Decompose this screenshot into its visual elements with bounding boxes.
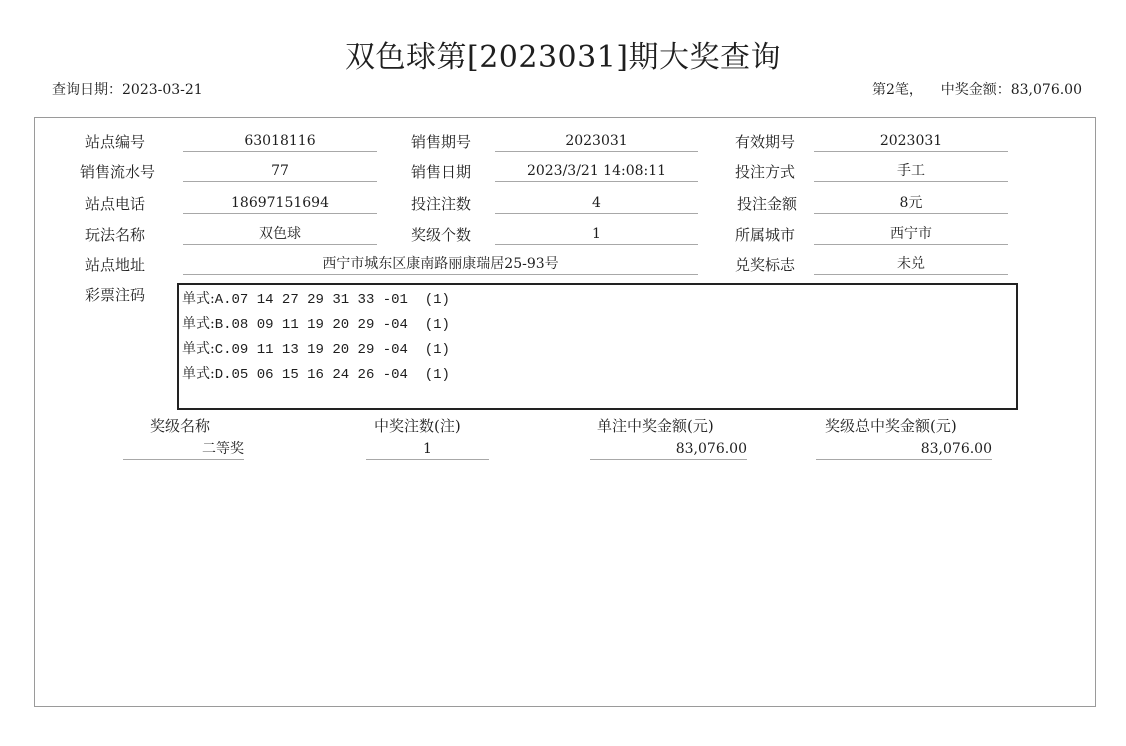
bet-line: [182, 313, 450, 333]
bet-count-label: 投注注数: [411, 195, 472, 213]
phone-label: 站点电话: [85, 195, 146, 213]
prize-count-value: 1: [366, 440, 489, 460]
sale-date-label: 销售日期: [411, 163, 472, 181]
bet-numbers: B.08 09 11 19 20 29 -04 (1): [214, 317, 450, 333]
record-summary: [872, 79, 1082, 99]
prize-total-amount-value: 83,076.00: [816, 440, 992, 460]
bet-method-label: 投注方式: [735, 163, 796, 181]
page-title: 双色球第[2023031]期大奖查询: [344, 40, 782, 75]
bet-amount-value: 8元: [814, 193, 1008, 214]
phone-value: 18697151694: [183, 193, 377, 214]
ticket-label: 彩票注码: [85, 286, 146, 304]
prize-level-value: 二等奖: [123, 440, 244, 460]
city-value: 西宁市: [814, 224, 1008, 245]
bet-numbers: C.09 11 13 19 20 29 -04 (1): [214, 342, 450, 358]
record-number: 第2笔，: [872, 82, 923, 98]
bet-line: [182, 288, 450, 308]
valid-period-value: 2023031: [814, 131, 1008, 152]
redeem-value: 未兑: [814, 254, 1008, 275]
bet-amount-label: 投注金额: [737, 195, 798, 213]
bet-type: 单式:: [182, 366, 215, 382]
station-no-value: 63018116: [183, 131, 377, 152]
bet-type: 单式:: [182, 316, 215, 332]
sale-period-value: 2023031: [495, 131, 698, 152]
query-date-label: 查询日期：: [52, 82, 122, 98]
sale-period-label: 销售期号: [411, 133, 472, 151]
query-date: [52, 79, 203, 99]
address-value: 西宁市城东区康南路丽康瑞居25-93号: [183, 254, 698, 275]
prize-unit-amount-value: 83,076.00: [590, 440, 747, 460]
prize-levels-label: 奖级个数: [411, 226, 472, 244]
bet-line: [182, 338, 450, 358]
prize-amount-value: 83,076.00: [1010, 82, 1082, 98]
bet-count-value: 4: [495, 193, 698, 214]
bet-line: [182, 363, 450, 383]
prize-header-total-amount: 奖级总中奖金额(元): [825, 417, 957, 435]
station-no-label: 站点编号: [85, 133, 146, 151]
bet-numbers: D.05 06 15 16 24 26 -04 (1): [214, 367, 450, 383]
prize-levels-value: 1: [495, 224, 698, 245]
prize-header-level: 奖级名称: [150, 417, 211, 435]
prize-header-count: 中奖注数(注): [374, 417, 461, 435]
prize-amount-label: 中奖金额：: [940, 82, 1011, 98]
prize-header-unit-amount: 单注中奖金额(元): [597, 417, 714, 435]
game-value: 双色球: [183, 224, 377, 245]
query-date-value: 2023-03-21: [122, 82, 203, 98]
serial-label: 销售流水号: [80, 163, 156, 181]
sale-date-value: 2023/3/21 14:08:11: [495, 161, 698, 182]
redeem-label: 兑奖标志: [735, 256, 796, 274]
address-label: 站点地址: [85, 256, 146, 274]
serial-value: 77: [183, 161, 377, 182]
bet-numbers: A.07 14 27 29 31 33 -01 (1): [214, 292, 450, 308]
ticket-bets-box: [177, 283, 1018, 410]
bet-method-value: 手工: [814, 161, 1008, 182]
valid-period-label: 有效期号: [735, 133, 796, 151]
bet-type: 单式:: [182, 341, 215, 357]
bet-type: 单式:: [182, 291, 215, 307]
city-label: 所属城市: [735, 226, 796, 244]
game-label: 玩法名称: [85, 226, 146, 244]
